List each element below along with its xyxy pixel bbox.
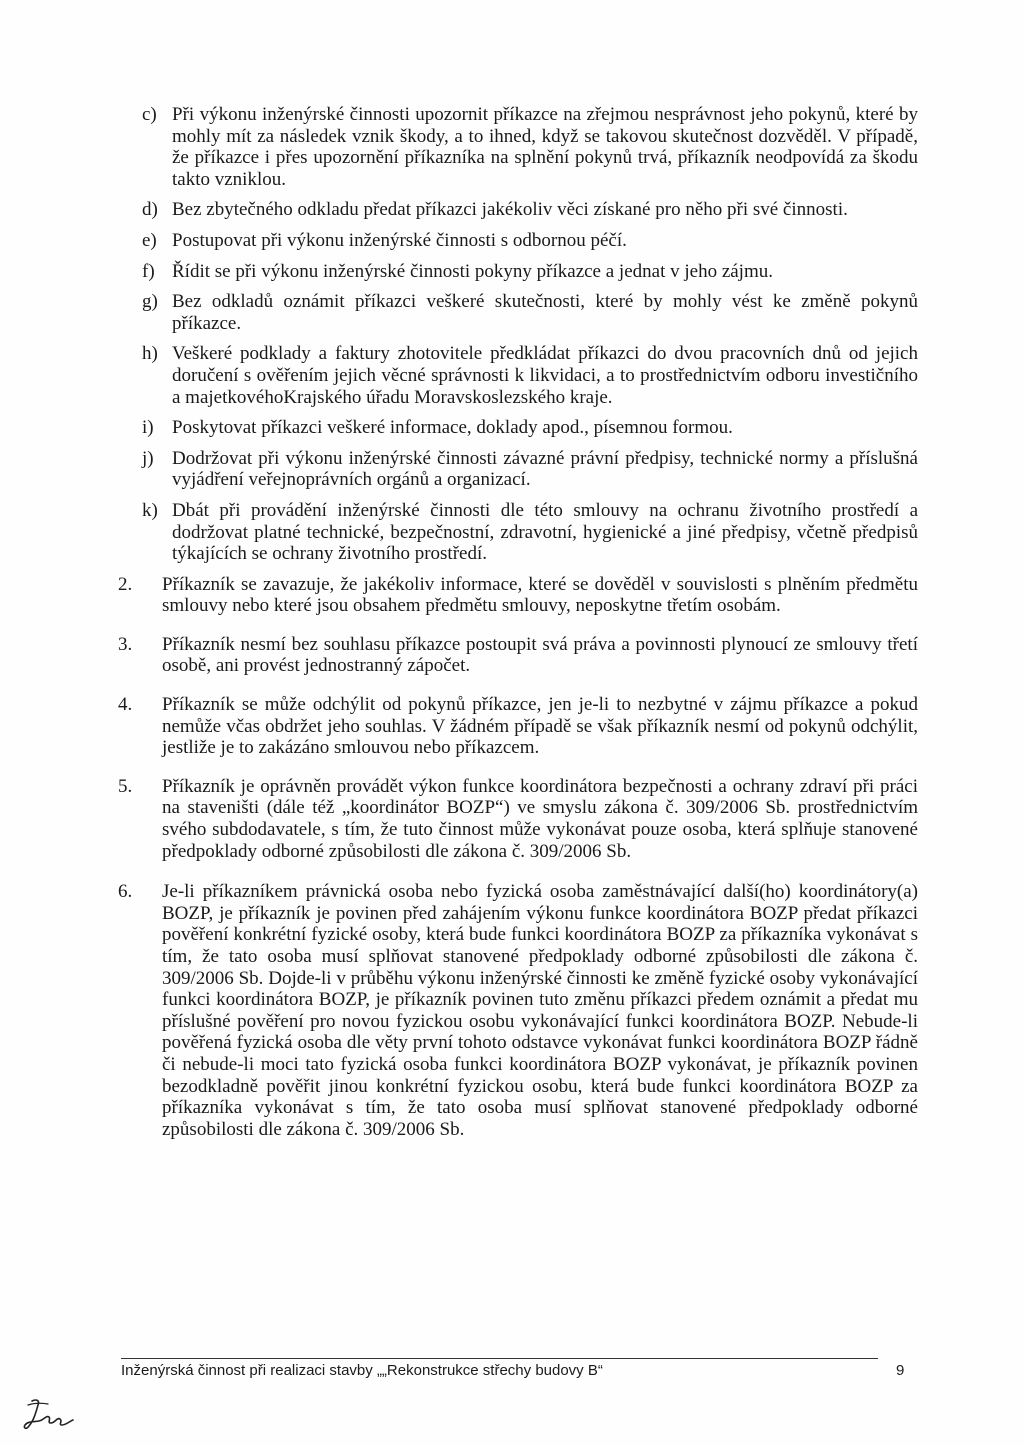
subitem-j xyxy=(118,448,918,491)
numbered-item-3 xyxy=(118,634,918,677)
subitem-marker: k) xyxy=(142,499,158,521)
numbered-item-4 xyxy=(118,694,918,759)
subitem-i xyxy=(118,417,918,439)
numbered-item-5 xyxy=(118,776,918,862)
subitem-e xyxy=(118,230,918,252)
item-text: Příkazník se může odchýlit od pokynů příkazce, jen je-li to nezbytné v zájmu příkazce a pokud nemůže včas obdržet jeho souhlas. V žádném případě se však příkazník nesmí od pokynů odchýlit, jestliže je to zakázáno smlouvou nebo příkazcem. xyxy=(162,694,918,759)
subitem-text: Veškeré podklady a faktury zhotovitele předkládat příkazci do dvou pracovních dnů od jejich doručení s ověřením jejich věcné správnosti k likvidaci, a to prostřednictvím odboru investičního a majetkovéhoKrajského úřadu Moravskoslezského kraje. xyxy=(172,343,918,408)
subitem-text: Při výkonu inženýrské činnosti upozornit příkazce na zřejmou nesprávnost jeho pokynů, které by mohly mít za následek vznik škody, a to ihned, když se takovou skutečnost dozvěděl. V případě, že příkazce i přes upozornění příkazníka na splnění pokynů trvá, příkazník neodpovídá za škodu takto vzniklou. xyxy=(172,104,918,190)
page-number: 9 xyxy=(896,1362,905,1379)
handwritten-initials xyxy=(20,1395,80,1435)
subitem-marker: e) xyxy=(142,229,157,251)
subitem-marker: f) xyxy=(142,260,155,282)
numbered-item-2 xyxy=(118,574,918,617)
item-number: 6. xyxy=(118,881,133,903)
subitem-text: Poskytovat příkazci veškeré informace, doklady apod., písemnou formou. xyxy=(172,417,733,439)
item-number: 5. xyxy=(118,775,133,797)
subitem-marker: h) xyxy=(142,343,158,365)
subitem-marker: c) xyxy=(142,104,157,125)
page-footer xyxy=(121,1358,911,1388)
document-body xyxy=(118,104,918,1140)
subitem-h xyxy=(118,343,918,408)
subitem-marker: j) xyxy=(142,447,154,469)
footer-divider xyxy=(121,1358,878,1359)
subitem-marker: i) xyxy=(142,417,154,439)
subitem-f xyxy=(118,261,918,283)
subitem-c xyxy=(118,104,918,190)
subitem-text: Bez zbytečného odkladu předat příkazci jakékoliv věci získané pro něho při své činnosti. xyxy=(172,199,848,221)
subitem-marker: g) xyxy=(142,291,158,313)
item-number: 3. xyxy=(118,633,133,655)
subitem-text: Postupovat při výkonu inženýrské činnosti s odbornou péčí. xyxy=(172,229,627,251)
item-number: 4. xyxy=(118,694,133,716)
item-text: Příkazník je oprávněn provádět výkon funkce koordinátora bezpečnosti a ochrany zdraví při práci na staveništi (dále též „koordinátor BOZP“) ve smyslu zákona č. 309/2006 Sb. prostřednictvím svého subdodavatele, s tím, že tuto činnost může vykonávat pouze osoba, která splňuje stanovené předpoklady odborné způsobilosti dle zákona č. 309/2006 Sb. xyxy=(162,775,918,862)
subitem-text: Bez odkladů oznámit příkazci veškeré skutečnosti, které by mohly vést ke změně pokynů příkazce. xyxy=(172,291,918,334)
subitem-text: Řídit se při výkonu inženýrské činnosti pokyny příkazce a jednat v jeho zájmu. xyxy=(172,260,773,282)
subitem-g xyxy=(118,291,918,334)
item-text: Je-li příkazníkem právnická osoba nebo fyzická osoba zaměstnávající další(ho) koordinátory(a) BOZP, je příkazník je povinen před zahájením výkonu funkce koordinátora BOZP předat příkazci pověření konkrétní fyzické osoby, která bude funkci koordinátora BOZP za příkazníka vykonávat s tím, že tato osoba musí splňovat stanovené předpoklady odborné způsobilosti dle zákona č. 309/2006 Sb. Dojde-li v průběhu výkonu inženýrské činnosti ke změně fyzické osoby vykonávající funkci koordinátora BOZP, je příkazník povinen tuto změnu příkazci předem oznámit a předat mu příslušné pověření pro novou fyzickou osobu vykonávající funkci koordinátora BOZP. Nebude-li pověřená fyzická osoba dle věty první tohoto odstavce vykonávat funkci koordinátora BOZP řádně či nebude-li moci tato fyzická osoba funkci koordinátora BOZP vykonávat, je příkazník povinen bezodkladně pověřit jinou konkrétní fyzickou osobu, která bude funkci koordinátora BOZP za příkazníka vykonávat s tím, že tato osoba musí splňovat stanovené předpoklady odborné způsobilosti dle zákona č. 309/2006 Sb. xyxy=(162,881,918,1140)
subitem-marker: d) xyxy=(142,199,158,221)
subitem-d xyxy=(118,199,918,221)
subitem-text: Dodržovat při výkonu inženýrské činnosti závazné právní předpisy, technické normy a příslušná vyjádření veřejnoprávních orgánů a organizací. xyxy=(172,447,918,491)
footer-title: Inženýrská činnost při realizaci stavby „„Rekonstrukce střechy budovy B“ xyxy=(121,1362,603,1379)
item-number: 2. xyxy=(118,573,133,595)
numbered-item-6 xyxy=(118,881,918,1140)
item-text: Příkazník nesmí bez souhlasu příkazce postoupit svá práva a povinnosti plynoucí ze smlouvy třetí osobě, ani provést jednostranný zápočet. xyxy=(162,633,918,677)
item-text: Příkazník se zavazuje, že jakékoliv informace, které se dověděl v souvislosti s plněním předmětu smlouvy nebo které jsou obsahem předmětu smlouvy, neposkytne třetím osobám. xyxy=(162,573,918,617)
subitem-k xyxy=(118,500,918,565)
subitem-text: Dbát při provádění inženýrské činnosti dle této smlouvy na ochranu životního prostředí a dodržovat platné technické, bezpečnostní, zdravotní, hygienické a jiné předpisy, včetně předpisů týkajících se ochrany životního prostředí. xyxy=(172,499,918,565)
